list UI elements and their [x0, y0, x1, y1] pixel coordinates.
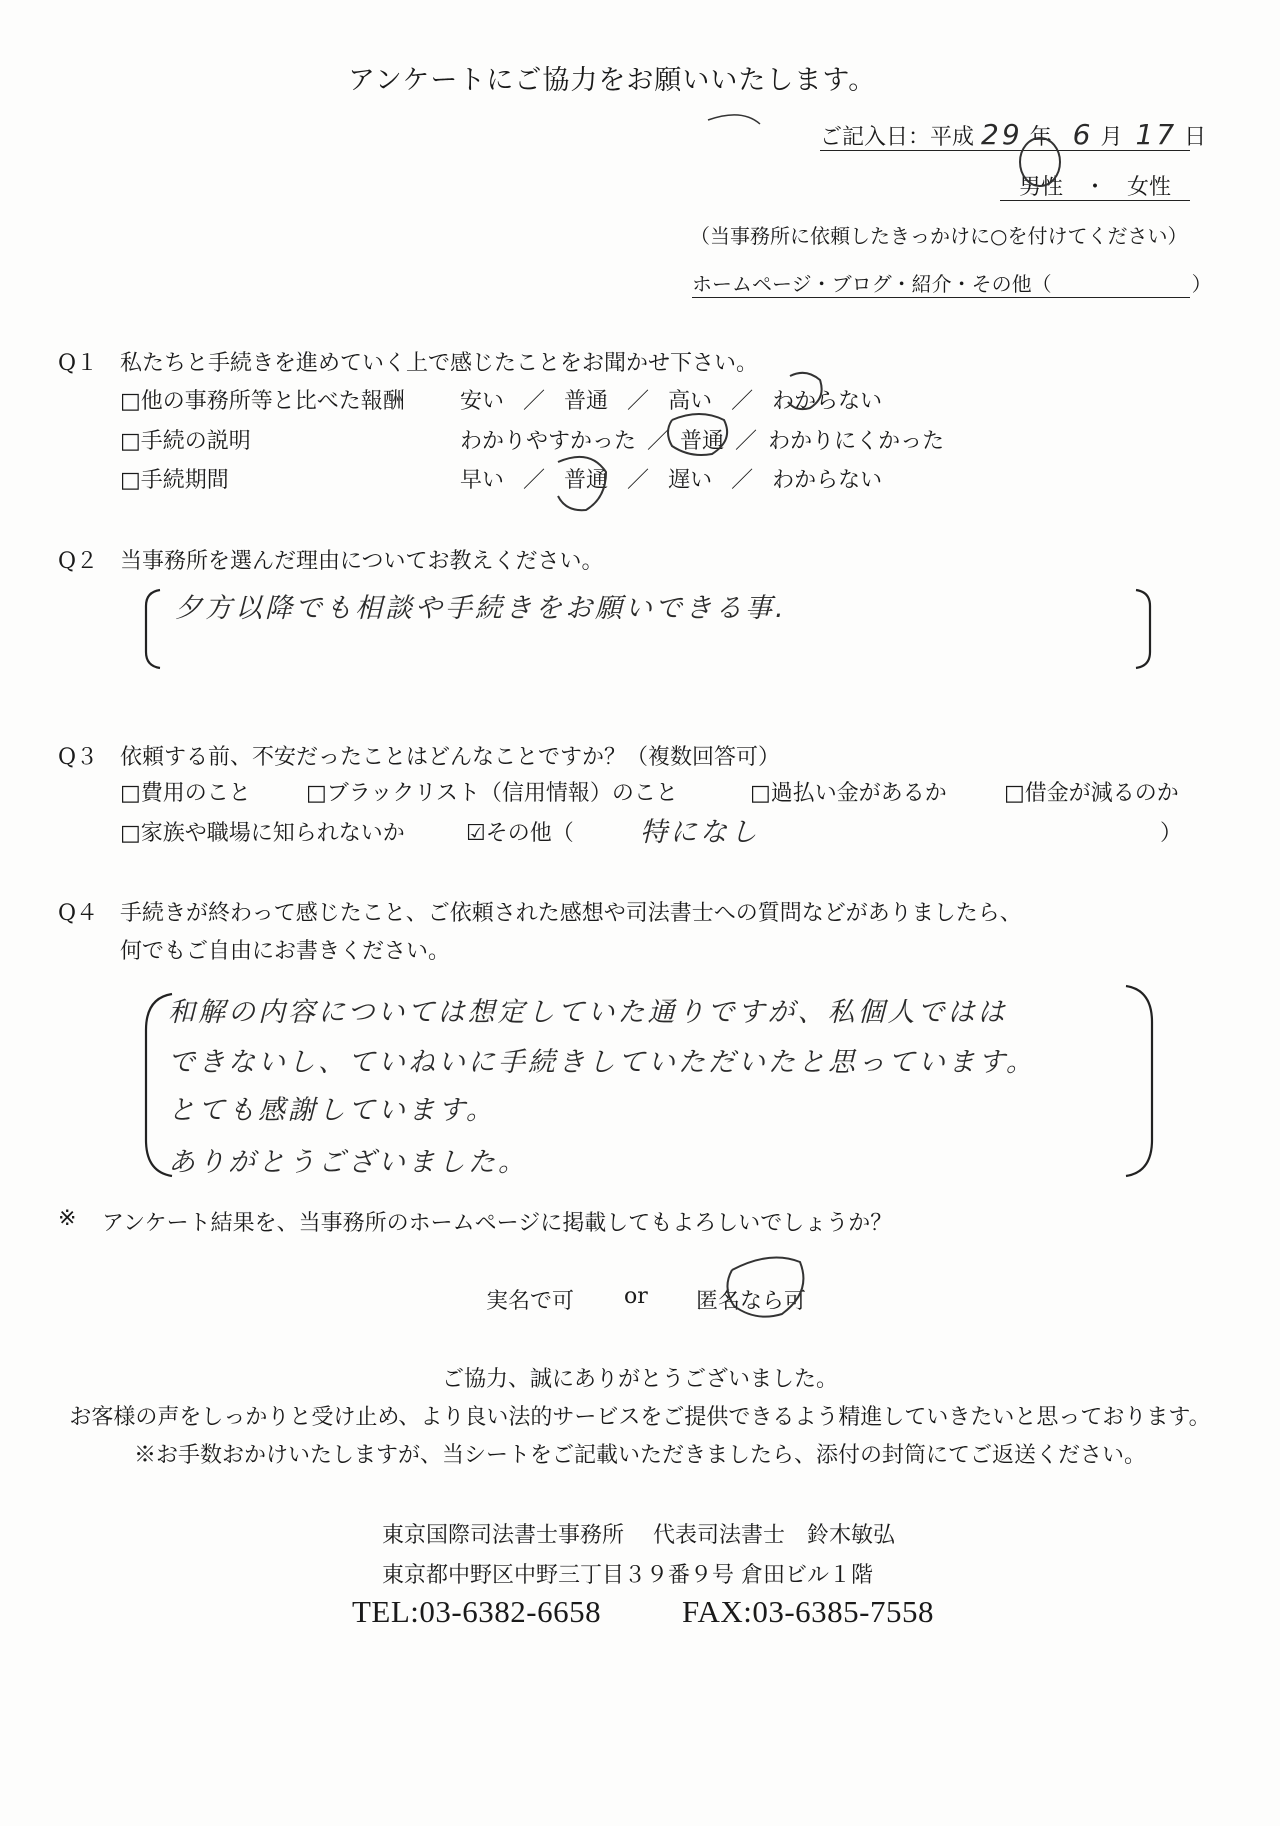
- date-month-unit: 月: [1100, 125, 1123, 150]
- q3-number: Q３: [58, 745, 99, 770]
- footer-representative: 代表司法書士 鈴木敏弘: [653, 1523, 896, 1548]
- page-title: アンケートにご協力をお願いいたします。: [348, 65, 877, 96]
- gender-separator: ・: [1083, 175, 1106, 200]
- date-month: 6: [1072, 118, 1094, 151]
- q1-number: Q１: [58, 351, 99, 376]
- q3-option-blacklist: □ブラックリスト（信用情報）のこと: [306, 781, 678, 806]
- q1-row-explain-options: [460, 424, 944, 455]
- q2-number: Q２: [58, 549, 99, 574]
- date-year: 29: [981, 118, 1023, 151]
- option-fast: 早い: [460, 468, 505, 493]
- q4-answer-line-3: とても感謝しています。: [168, 1095, 496, 1126]
- closing-thanks: ご協力、誠にありがとうございました。: [441, 1367, 839, 1392]
- q2-bracket-right: [1136, 590, 1150, 668]
- option-cheap: 安い: [460, 389, 505, 414]
- footer-office: [382, 1518, 895, 1549]
- q2-answer: 夕方以降でも相談や手続きをお願いできる事.: [175, 593, 787, 624]
- option-slow: 遅い: [668, 468, 713, 493]
- option-expensive: 高い: [668, 389, 713, 414]
- separator: ／: [627, 389, 650, 414]
- date-day: 17: [1135, 118, 1178, 151]
- closing-message: お客様の声をしっかりと受け止め、より良い法的サービスをご提供できるよう精進していきたいと思っております。: [69, 1405, 1211, 1430]
- date-field: [820, 118, 1207, 151]
- footer-address: 東京都中野区中野三丁目３９番９号 倉田ビル１階: [382, 1563, 873, 1588]
- option-normal: 普通: [564, 468, 609, 493]
- trigger-instruction: （当事務所に依頼したきっかけに○を付けてください）: [690, 224, 1188, 248]
- publish-or: or: [624, 1284, 648, 1309]
- option-unknown: わからない: [772, 389, 883, 414]
- q4-bracket-right: [1126, 986, 1152, 1176]
- q3-other-answer: 特になし: [640, 817, 760, 848]
- q4-question-line2: 何でもご自由にお書きください。: [120, 939, 451, 964]
- option-normal: 普通: [564, 389, 609, 414]
- separator: ／: [523, 468, 546, 493]
- option-normal: 普通: [680, 429, 725, 454]
- separator: ／: [731, 468, 754, 493]
- q4-question-line1: 手続きが終わって感じたこと、ご依頼された感想や司法書士への質問などがありましたら、: [120, 901, 1022, 926]
- q2-bracket-left: [146, 590, 160, 668]
- q1-question: 私たちと手続きを進めていく上で感じたことをお聞かせ下さい。: [120, 351, 759, 376]
- footer-tel: TEL:03-6382-6658: [352, 1594, 602, 1629]
- gender-field: [1000, 170, 1190, 201]
- separator: ／: [647, 429, 670, 454]
- q1-row-fee-options: [460, 384, 882, 415]
- q3-option-overpayment: □過払い金があるか: [750, 781, 947, 806]
- q3-option-debt-reduce: □借金が減るのか: [1004, 781, 1179, 806]
- q1-row-period-label: □手続期間: [120, 468, 229, 493]
- q4-answer-line-1: 和解の内容については想定していた通りですが、私個人ではは: [168, 997, 1008, 1028]
- publish-question: アンケート結果を、当事務所のホームページに掲載してもよろしいでしょうか？: [102, 1211, 893, 1236]
- publish-option-real-name: 実名で可: [486, 1289, 575, 1314]
- trigger-homepage-mark: [708, 115, 760, 124]
- separator: ／: [735, 429, 758, 454]
- publish-option-anonymous: 匿名なら可: [696, 1289, 807, 1314]
- trigger-options: ホームページ・ブログ・紹介・その他（ ）: [692, 268, 1190, 298]
- date-label: ご記入日：平成: [820, 125, 975, 150]
- q3-option-cost: □費用のこと: [120, 781, 251, 806]
- footer-fax: FAX:03-6385-7558: [682, 1594, 934, 1629]
- q1-row-fee-label: □他の事務所等と比べた報酬: [120, 389, 405, 414]
- closing-return-note: ※お手数おかけいたしますが、当シートをご記載いただきましたら、添付の封筒にてご返送ください。: [133, 1443, 1147, 1468]
- q4-answer-line-4: ありがとうございました。: [168, 1147, 528, 1178]
- q3-question: 依頼する前、不安だったことはどんなことですか？（複数回答可）: [120, 745, 781, 770]
- option-unknown: わからない: [772, 468, 883, 493]
- gender-male: 男性: [1018, 175, 1063, 200]
- q4-answer-line-2: できないし、ていねいに手続きしていただいたと思っています。: [168, 1047, 1036, 1078]
- separator: ／: [523, 389, 546, 414]
- date-year-unit: 年: [1029, 125, 1052, 150]
- q1-row-explain-label: □手続の説明: [120, 429, 251, 454]
- q3-other-close: ）: [1160, 821, 1183, 846]
- separator: ／: [627, 468, 650, 493]
- q3-option-other: ☑その他（: [466, 821, 574, 846]
- q2-question: 当事務所を選んだ理由についてお教えください。: [120, 549, 604, 574]
- q1-row-period-options: [460, 463, 882, 494]
- q3-option-family: □家族や職場に知られないか: [120, 821, 405, 846]
- q4-number: Q４: [58, 901, 99, 926]
- gender-female: 女性: [1127, 175, 1172, 200]
- publish-mark: ※: [58, 1206, 77, 1231]
- option-clear: わかりやすかった: [460, 429, 637, 454]
- separator: ／: [731, 389, 754, 414]
- date-day-unit: 日: [1184, 125, 1207, 150]
- option-unclear: わかりにくかった: [768, 429, 945, 454]
- footer-office-name: 東京国際司法書士事務所: [382, 1523, 625, 1548]
